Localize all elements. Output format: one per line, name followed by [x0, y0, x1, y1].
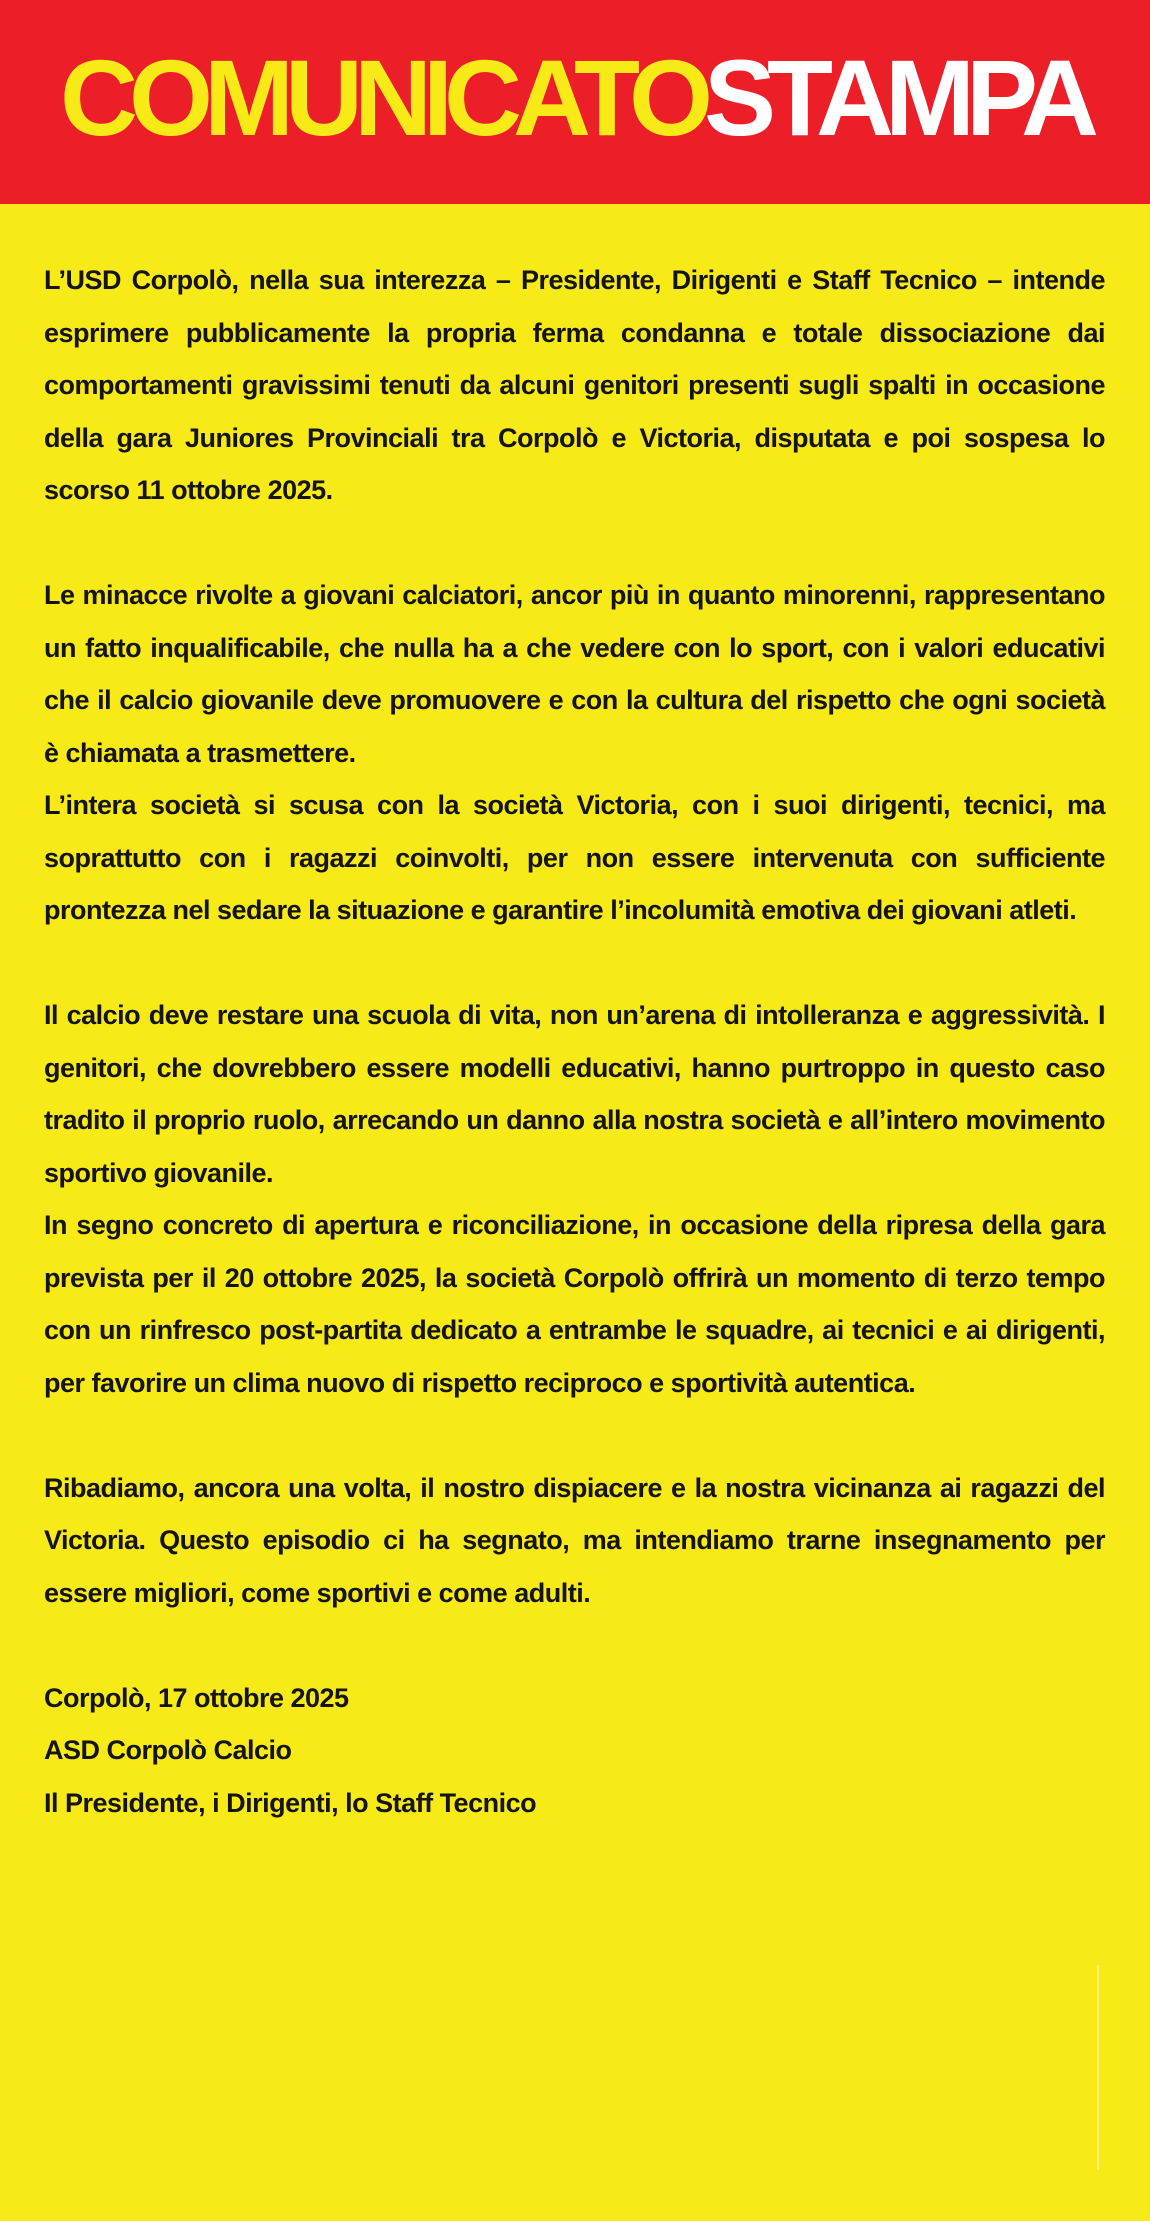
decorative-edge-line: [1097, 1965, 1099, 2170]
signature-signatories: Il Presidente, i Dirigenti, lo Staff Tecnico: [44, 1787, 537, 1818]
signature-place-date: Corpolò, 17 ottobre 2025: [44, 1682, 349, 1713]
paragraph-spacer: [44, 1409, 1105, 1462]
page-title: [0, 38, 1150, 158]
paragraph-school-of-life: Il calcio deve restare una scuola di vita, non un’arena di intolleranza e aggressività. I genitori, che dovrebbero essere modelli educativi, hanno purtroppo in questo caso tradito il proprio ruolo, arrecando un danno alla nostra società e all’intero movimento sportivo giovanile.: [44, 1000, 1105, 1188]
paragraph-spacer: [44, 1619, 1105, 1672]
paragraph-condemnation: L’USD Corpolò, nella sua interezza – Presidente, Dirigenti e Staff Tecnico – intende esprimere pubblicamente la propria ferma condanna e totale dissociazione dai comportamenti gravissimi tenuti da alcuni genitori presenti sugli spalti in occasione della gara Juniores Provinciali tra Corpolò e Victoria, disputata e poi sospesa lo scorso 11 ottobre 2025.: [44, 265, 1105, 505]
title-word-stampa: STAMPA: [704, 37, 1090, 158]
paragraph-apology: L’intera società si scusa con la società Victoria, con i suoi dirigenti, tecnici, ma soprattutto con i ragazzi coinvolti, per non essere intervenuta con sufficiente prontezza nel sedare la situazione e garantire l’incolumità emotiva dei giovani atleti.: [44, 790, 1105, 925]
signature-organization: ASD Corpolò Calcio: [44, 1735, 292, 1765]
paragraph-closing: Ribadiamo, ancora una volta, il nostro dispiacere e la nostra vicinanza ai ragazzi del Victoria. Questo episodio ci ha segnato, ma intendiamo trarne insegnamento per essere migliori, come sportivi e come adulti.: [44, 1472, 1105, 1608]
signature-block: [44, 1672, 1105, 1830]
title-word-comunicato: COMUNICATO: [60, 37, 704, 158]
paragraph-spacer: [44, 937, 1105, 990]
header-banner: [0, 0, 1150, 204]
paragraph-spacer: [44, 517, 1105, 570]
paragraph-reconciliation: In segno concreto di apertura e riconciliazione, in occasione della ripresa della gara prevista per il 20 ottobre 2025, la società Corpolò offrirà un momento di terzo tempo con un rinfresco post-partita dedicato a entrambe le squadre, ai tecnici e ai dirigenti, per favorire un clima nuovo di rispetto reciproco e sportività autentica.: [44, 1210, 1105, 1398]
press-release-body: [44, 254, 1105, 1829]
paragraph-threats: Le minacce rivolte a giovani calciatori, ancor più in quanto minorenni, rappresentano un fatto inqualificabile, che nulla ha a che vedere con lo sport, con i valori educativi che il calcio giovanile deve promuovere e con la cultura del rispetto che ogni società è chiamata a trasmettere.: [44, 580, 1105, 768]
